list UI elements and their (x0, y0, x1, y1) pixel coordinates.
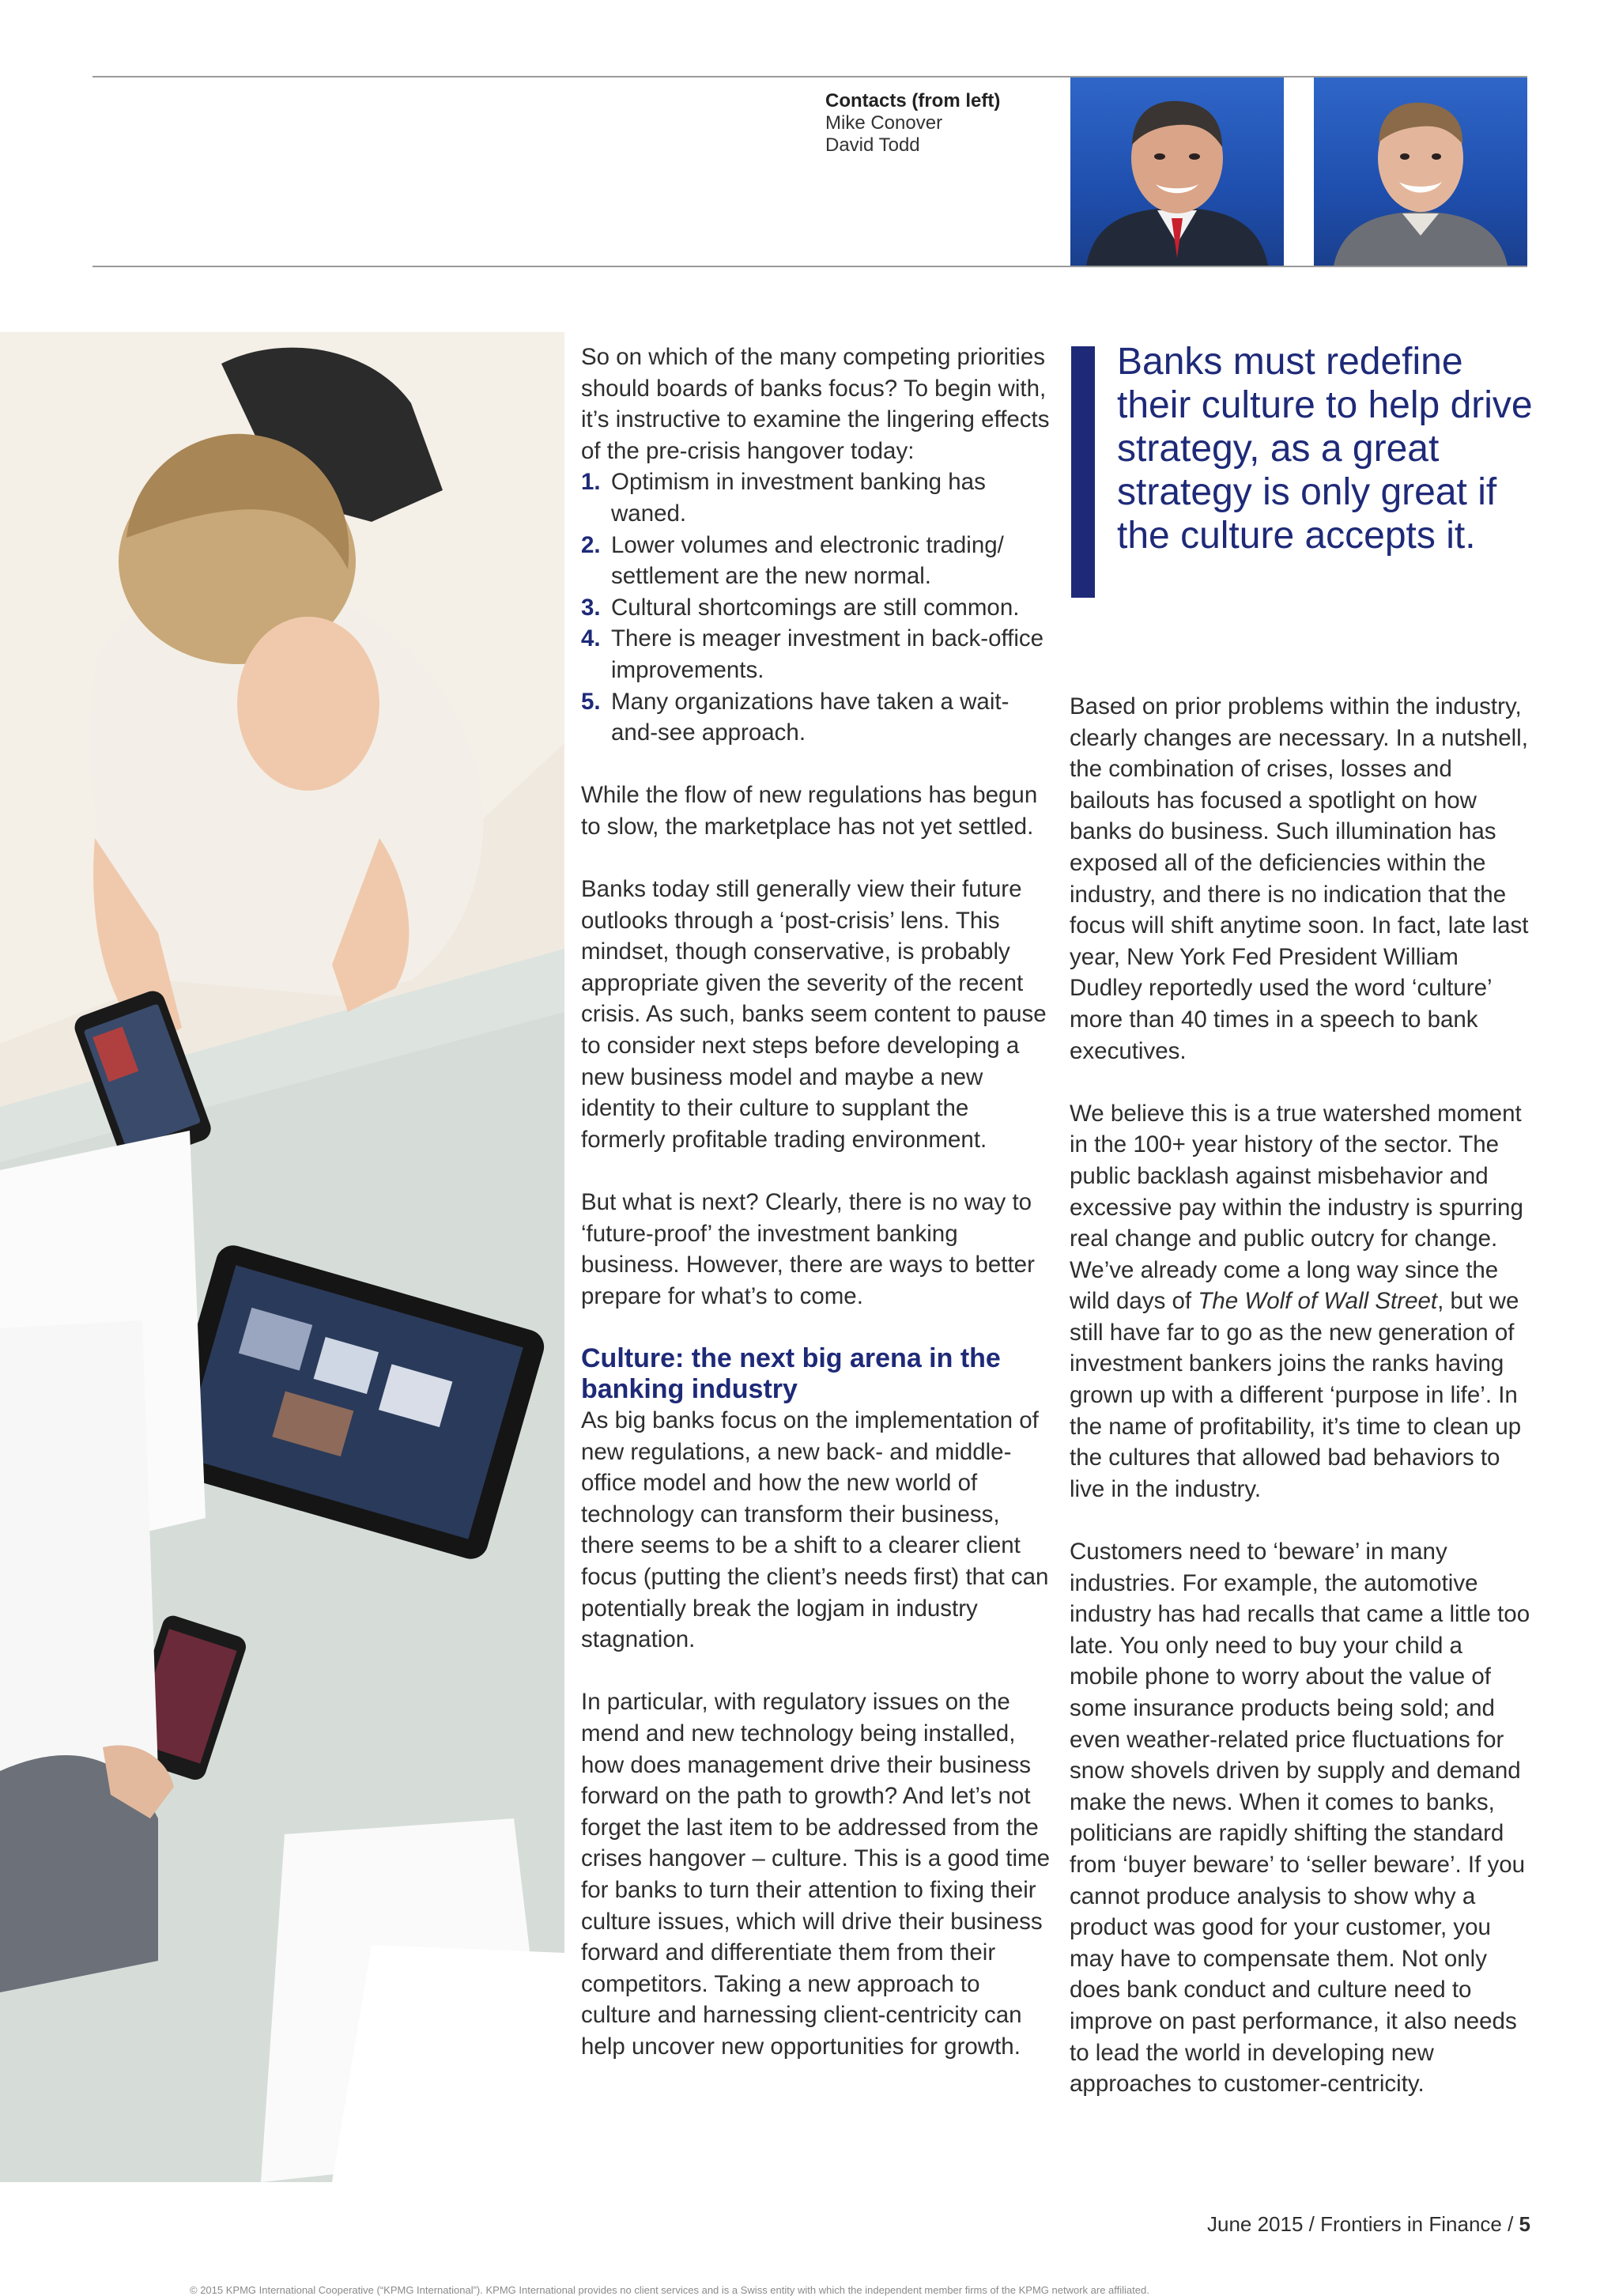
film-title: The Wolf of Wall Street (1198, 1288, 1438, 1315)
article-paragraph: We believe this is a true watershed moment in the 100+ year history of the sector. The public backlash against misbehavior and excessive pay within the industry is spurring real change and public outcry for change. We’ve already come a long way since the wild days of The Wolf of Wall Street, but we still have far to go as the new generation of investment bankers joins the ranks having grown up with a different ‘purpose in life’. In the name of profitability, it’s time to clean up the cultures that allowed bad behaviors to live in the industry. (1070, 1100, 1523, 1502)
article-paragraph: But what is next? Clearly, there is no way to ‘future-proof’ the investment banking business. However, there are ways to better prepare for what’s to come. (581, 1189, 1035, 1309)
article-intro: So on which of the many competing priorities should boards of banks focus? To begin with, it’s instructive to examine the lingering effects of the pre-crisis hangover today: (581, 344, 1050, 464)
article-paragraph: Banks today still generally view their future outlooks through a ‘post-crisis’ lens. This mindset, though conservative, is probably appropriate given the severity of the recent crisis. As such, banks seem content to pause to consider next steps before developing a new business model and maybe a new identity to their culture to supplant the formerly profitable trading environment. (581, 876, 1047, 1153)
list-item: 1. Optimism in investment banking has waned. (581, 469, 986, 527)
portrait-illustration (1314, 77, 1527, 266)
list-item: 3. Cultural shortcomings are still common. (581, 594, 1020, 621)
pull-quote-text: Banks must redefine their culture to help drive strategy, as a great strategy is only great if the culture accepts it. (1117, 341, 1533, 557)
pull-quote-bar (1071, 346, 1095, 598)
hangover-list (581, 466, 1055, 748)
list-item: 5. Many organizations have taken a wait-and-see approach. (581, 688, 1010, 746)
list-item: 2. Lower volumes and electronic trading/ settlement are the new normal. (581, 531, 1004, 590)
office-scene-illustration (0, 332, 564, 2182)
article-paragraph: Based on prior problems within the industry, clearly changes are necessary. In a nutshell, the combination of crises, losses and bailouts has focused a spotlight on how banks do business. Such illumination has exposed all of the deficiencies within the industry, and there is no indication that the focus will shift anytime soon. In fact, late last year, New York Fed President William Dudley reportedly used the word ‘culture’ more than 40 times in a speech to bank executives. (1070, 693, 1529, 1064)
copyright-notice: © 2015 KPMG International Cooperative (“KPMG International”). KPMG International provides no client services and is a Swiss entity with which the independent member firms of the KPMG network are affiliated. (190, 2284, 1149, 2296)
article-column-right (1070, 691, 1536, 2131)
contact-photo-david-todd (1314, 77, 1527, 266)
page-number: 5 (1519, 2212, 1530, 2236)
portrait-illustration (1070, 77, 1284, 266)
contact-name: David Todd (825, 134, 920, 156)
contact-name: Mike Conover (825, 112, 943, 134)
contacts-heading: Contacts (from left) (825, 90, 1001, 111)
issue-label: June 2015 / Frontiers in Finance / (1206, 2212, 1519, 2236)
list-item: 4. There is meager investment in back-office improvements. (581, 625, 1044, 683)
section-subheading: Culture: the next big arena in the banking industry (581, 1343, 1001, 1404)
hero-photo-woman-with-devices (0, 332, 564, 2182)
header-bottom-rule (92, 266, 1527, 267)
article-paragraph: While the flow of new regulations has begun to slow, the marketplace has not yet settled. (581, 782, 1038, 840)
contact-photo-mike-conover (1070, 77, 1284, 266)
article-column-middle (581, 342, 1055, 2094)
header-top-rule (92, 76, 1527, 77)
article-paragraph: Customers need to ‘beware’ in many industries. For example, the automotive industry has had recalls that came a little too late. You only need to buy your child a mobile phone to worry about the value of some insurance products being sold; and even weather-related price fluctuations for snow shovels driven by supply and demand make the news. When it comes to banks, politicians are rapidly shifting the standard from ‘buyer beware’ to ‘seller beware’. If you cannot produce analysis to show why a product was good for your customer, you may have to compensate them. Not only does bank conduct and culture need to improve on past performance, it also needs to lead the world in developing new approaches to customer-centricity. (1070, 1539, 1530, 2098)
page-footer (1207, 2212, 1530, 2237)
contacts-block (825, 90, 1000, 157)
article-paragraph: As big banks focus on the implementation of new regulations, a new back- and middle-office model and how the new world of technology can transform their business, there seems to be a shift to a clearer client focus (putting the client’s needs first) that can potentially break the logjam in industry stagnation. (581, 1407, 1049, 1653)
article-paragraph: In particular, with regulatory issues on the mend and new technology being installed, how does management drive their business forward on the path to growth? And let’s not forget the last item to be addressed from the crises hangover – culture. This is a good time for banks to turn their attention to fixing their culture issues, which will drive their business forward and differentiate them from their competitors. Taking a new approach to culture and harnessing client-centricity can help uncover new opportunities for growth. (581, 1689, 1051, 2060)
